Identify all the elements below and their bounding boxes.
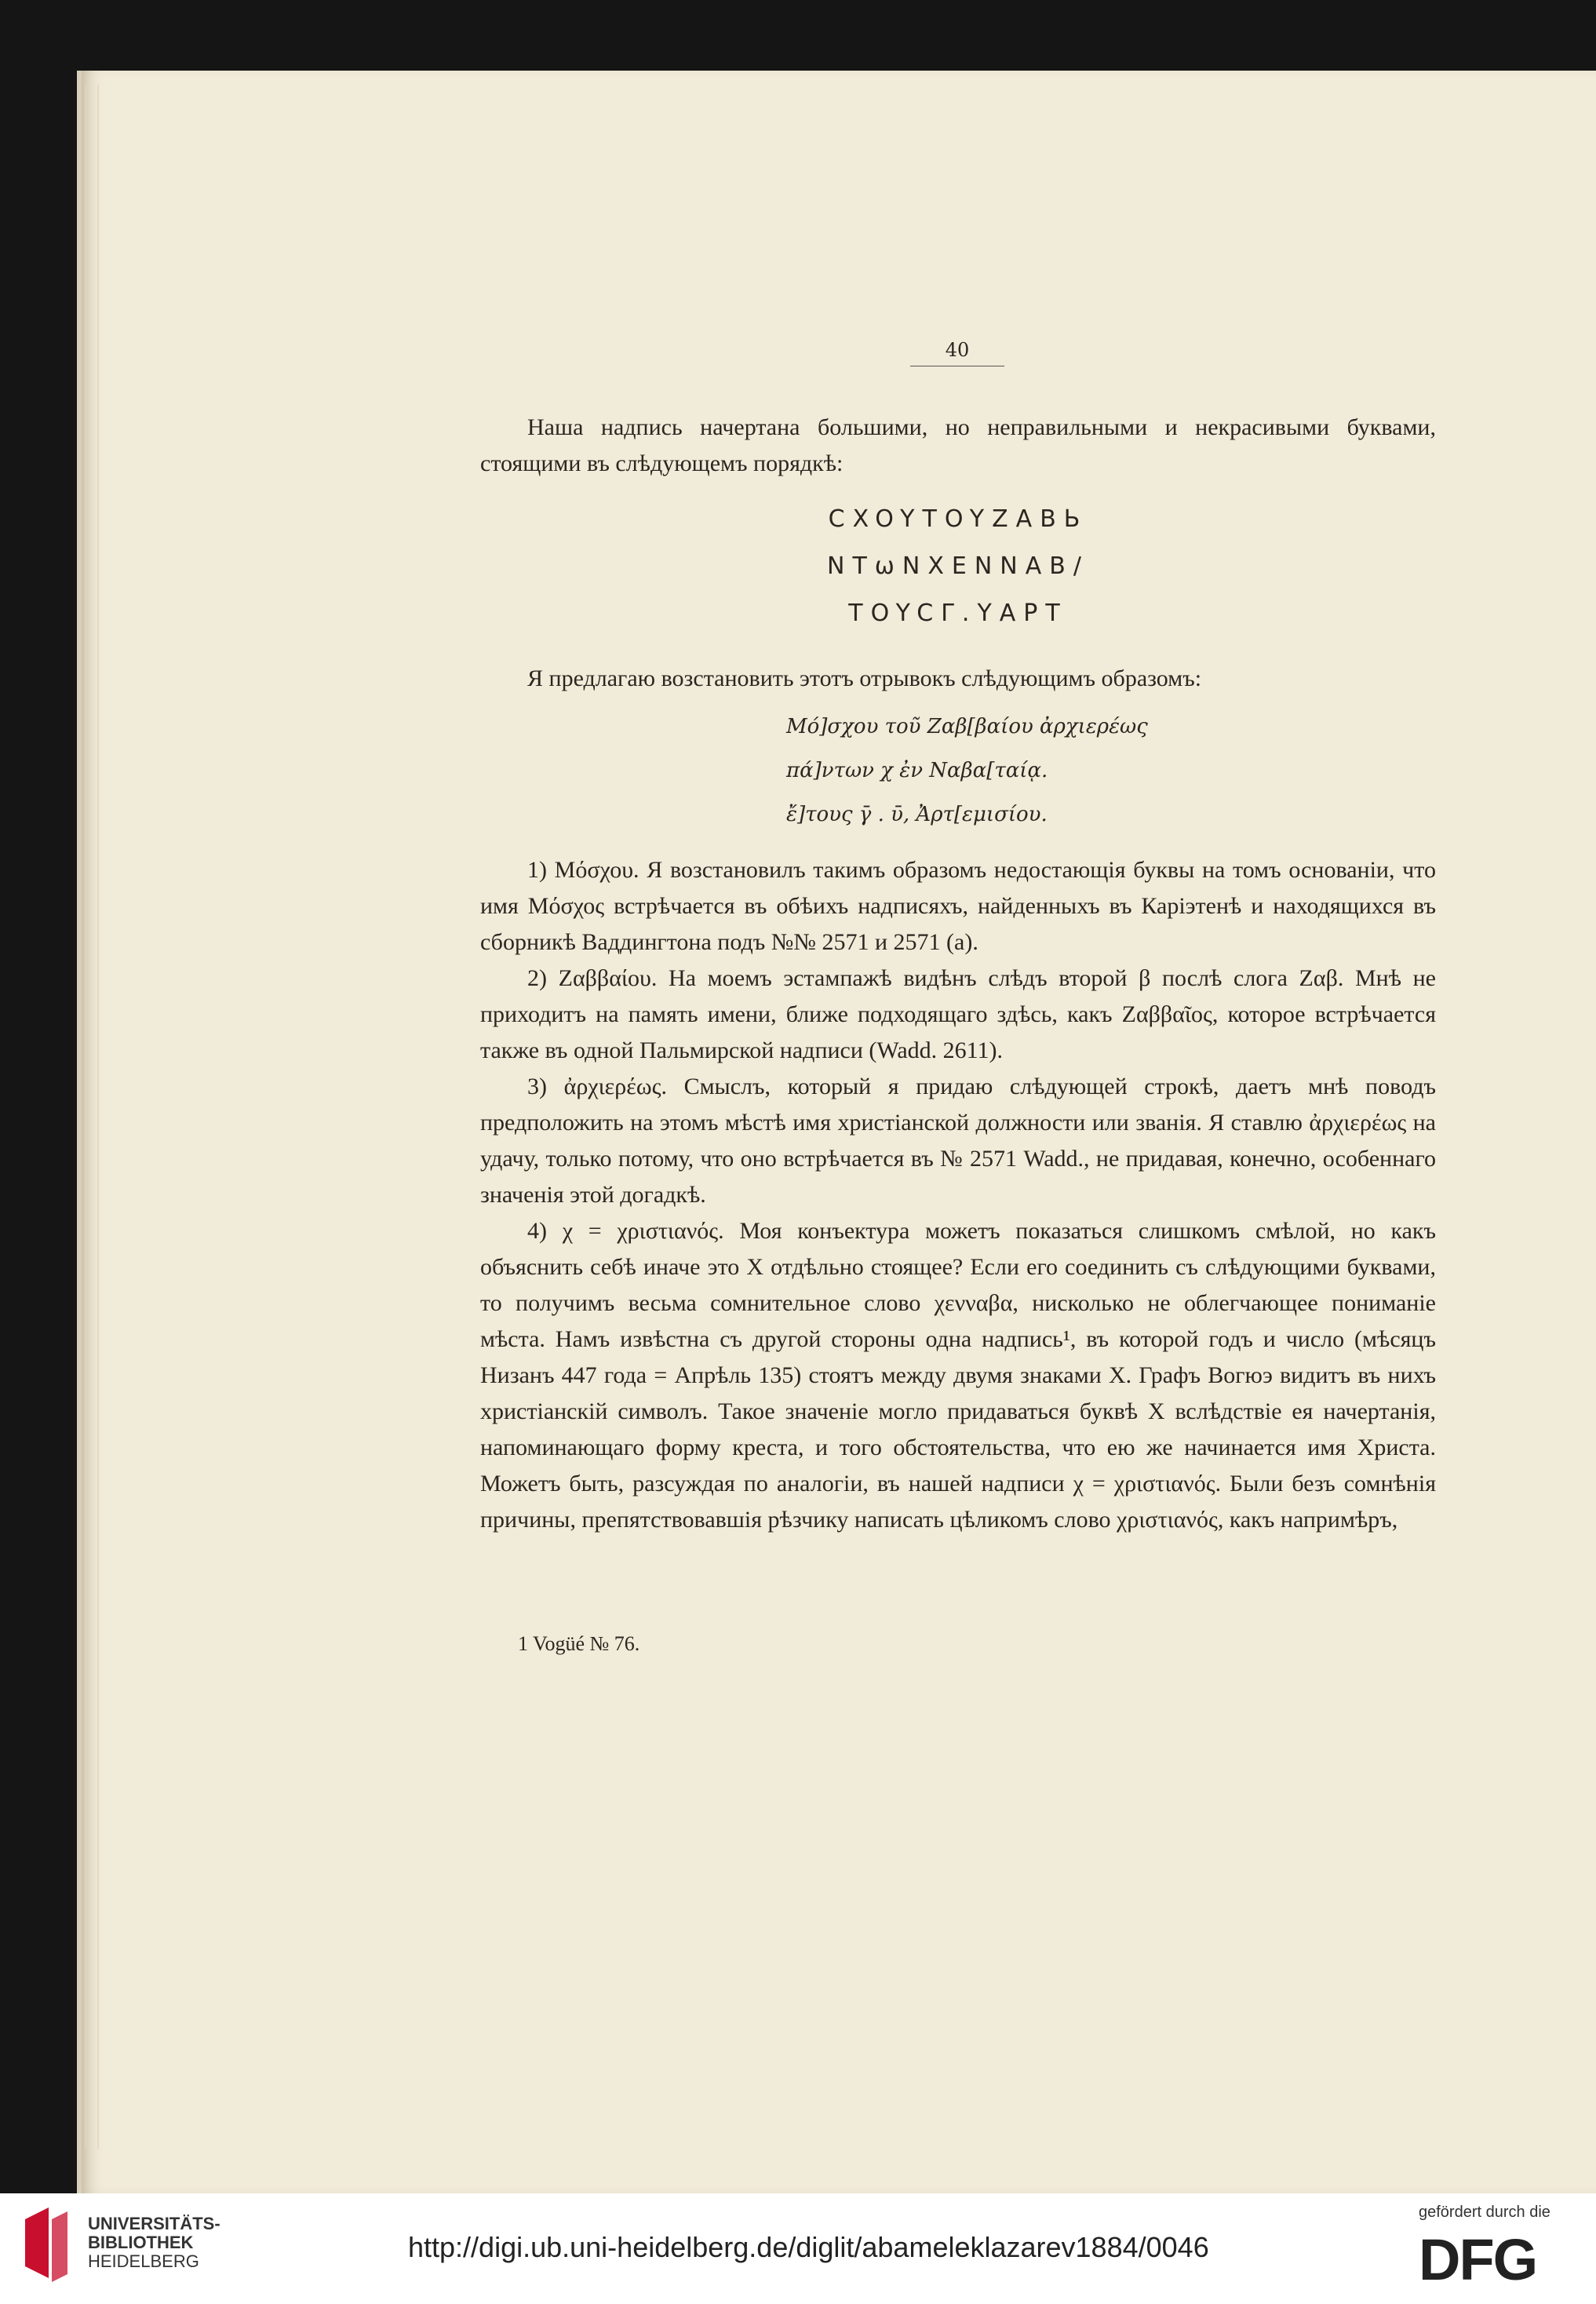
commentary-paragraph-3: 3) ἀρχιερέως. Смыслъ, который я придаю слѣдующей строкѣ, даетъ мнѣ поводъ предположить на этомъ мѣстѣ имя христіанской должности или званія. Я ставлю ἀρχιερέως на удачу, только потому, что оно встрѣчается въ № 2571 Wadd., не придавая, конечно, особеннаго значенія этой догадкѣ. [480,1074,1436,1208]
page-number: 40 [910,339,1004,366]
propose-paragraph: Я предлагаю возстановить этотъ отрывокъ слѣдующимъ образомъ: [527,665,1202,691]
inscription-line-1: CXOYTOYZABЬ [828,505,1088,533]
footnote: 1 Vogüé № 76. [518,1632,640,1655]
source-url-link[interactable]: http://digi.ub.uni-heidelberg.de/diglit/abameleklazarev1884/0046 [408,2231,1209,2263]
restoration-line-1: Μό]σχου τοῦ Ζαβ[βαίου ἀρχιερέως [786,715,1148,738]
commentary-paragraph-2: 2) Ζαββαίου. На моемъ эстампажѣ видѣнъ слѣдъ второй β послѣ слога Ζαβ. Мнѣ не приходитъ на память имени, ближе подходящаго здѣсь, какъ Ζαββαῖος, которое встрѣчается также въ одной Пальмирской надписи (Wadd. 2611). [480,965,1436,1063]
intro-paragraph: Наша надпись начертана большими, но неправильными и некрасивыми буквами, стоящими въ слѣдующемъ порядкѣ: [480,414,1436,476]
restoration-line-3: ἔ]τους γ̄ . ῡ, Ἀρτ[εμισίου. [786,803,1048,826]
commentary-paragraph-1: 1) Μόσχου. Я возстановилъ такимъ образомъ недостающія буквы на томъ основаніи, что имя Μόσχος встрѣчается въ обѣихъ надписяхъ, найденныхъ въ Каріэтенѣ и находящихся въ сборникѣ Ваддингтона подъ №№ 2571 и 2571 (a). [480,857,1436,955]
commentary-paragraph-4: 4) χ = χριστιανός. Моя конъектура можетъ показаться слишкомъ смѣлой, но какъ объяснить себѣ иначе это X отдѣльно стоящее? Если его соединить съ слѣдующими буквами, то получимъ весьма сомнительное слово χενναβα, нисколько не облегчающее пониманіе мѣста. Намъ извѣстна съ другой стороны одна надпись¹, въ которой годъ и число (мѣсяцъ Низанъ 447 года = Апрѣль 135) стоятъ между двумя знаками X. Графъ Вогюэ видитъ въ нихъ христіанскій символъ. Такое значеніе могло придаваться буквѣ X вслѣдствіе ея начертанія, напоминающаго форму креста, и того обстоятельства, что ею же начинается имя Христа. Можетъ быть, разсуждая по аналогіи, въ нашей надписи χ = χριστιανός. Были безъ сомнѣнія причины, препятствовавшія рѣзчику написать цѣликомъ слово χριστιανός, какъ напримѣръ, [480,1218,1436,1533]
inscription-line-3: TOYCΓ.ΥAPT [848,600,1068,627]
dfg-logo: DFG [1419,2227,1537,2292]
university-name: UNIVERSITÄTS- BIBLIOTHEK HEIDELBERG [88,2214,220,2271]
page-edge [85,85,99,2149]
university-logo-icon [17,2204,72,2290]
funded-by-label: gefördert durch die [1419,2204,1550,2221]
restoration-line-2: πά]ντων χ ἐν Ναβα[ταίᾳ. [786,759,1048,782]
inscription-line-2: NTωNXENNAB∕ [827,552,1089,580]
page-content [480,410,1436,1538]
